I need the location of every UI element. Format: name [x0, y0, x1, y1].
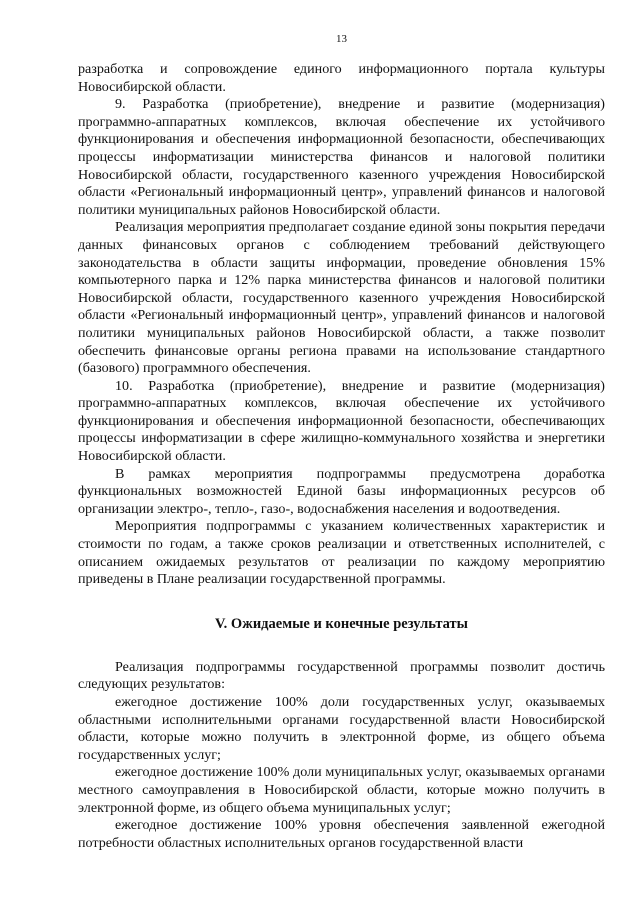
page-number: 13 — [336, 33, 347, 45]
paragraph-item-9: 9. Разработка (приобретение), внедрение и развитие (модернизация) программно-аппаратных комплексов, включая обеспечение их устойчивого функционирования и обеспечения информационной безопасности, обеспечивающих процессы информатизации министерства финансов и налоговой политики Новосибирской области, государственного казенного учреждения Новосибирской области «Региональный информационный центр», управлений финансов и налоговой политики муниципальных районов Новосибирской области. — [78, 96, 605, 218]
paragraph-item-10-description: В рамках мероприятия подпрограммы предусмотрена доработка функциональных возможностей Единой базы информационных ресурсов об организации электро-, тепло-, газо-, водоснабжения населения и водоотведения. — [78, 465, 605, 517]
paragraph-result-municipal-services: ежегодное достижение 100% доли муниципальных услуг, оказываемых органами местного самоуправления в Новосибирской области, которые можно получить в электронной форме, из общего объема муниципальных услуг; — [78, 764, 605, 816]
section-heading: V. Ожидаемые и конечные результаты — [215, 615, 468, 632]
paragraph-portal-continuation: разработка и сопровождение единого информационного портала культуры Новосибирской области. — [78, 61, 605, 95]
paragraph-results-intro: Реализация подпрограммы государственной программы позволит достичь следующих результатов: — [78, 658, 605, 693]
paragraph-item-10: 10. Разработка (приобретение), внедрение и развитие (модернизация) программно-аппаратных комплексов, включая обеспечение их устойчивого функционирования и обеспечения информационной безопасности, обеспечивающих процессы информатизации в сфере жилищно-коммунального хозяйства и энергетики Новосибирской области. — [78, 377, 605, 465]
paragraph-item-9-description: Реализация мероприятия предполагает создание единой зоны покрытия передачи данных финансовых органов с соблюдением требований действующего законодательства в области защиты информации, проведение обновления 15% компьютерного парка и 12% парка министерства финансов и налоговой политики Новосибирской области, государственного казенного учреждения Новосибирской области «Региональный информационный центр», управлений финансов и налоговой политики муниципальных районов Новосибирской области, а также позволит обеспечить финансовые органы региона правами на использование стандартного (базового) программного обеспечения. — [78, 219, 605, 377]
paragraph-result-demand-coverage: ежегодное достижение 100% уровня обеспечения заявленной ежегодной потребности областных исполнительных органов государственной власти — [78, 817, 605, 851]
paragraph-activities-summary: Мероприятия подпрограммы с указанием количественных характеристик и стоимости по годам, а также сроков реализации и ответственных исполнителей, с описанием ожидаемых результатов от реализации по каждому мероприятию приведены в Плане реализации государственной программы. — [78, 518, 605, 588]
paragraph-result-state-services: ежегодное достижение 100% доли государственных услуг, оказываемых областными исполнительными органами государственной власти Новосибирской области, которые можно получить в электронной форме, из общего объема государственных услуг; — [78, 694, 605, 763]
